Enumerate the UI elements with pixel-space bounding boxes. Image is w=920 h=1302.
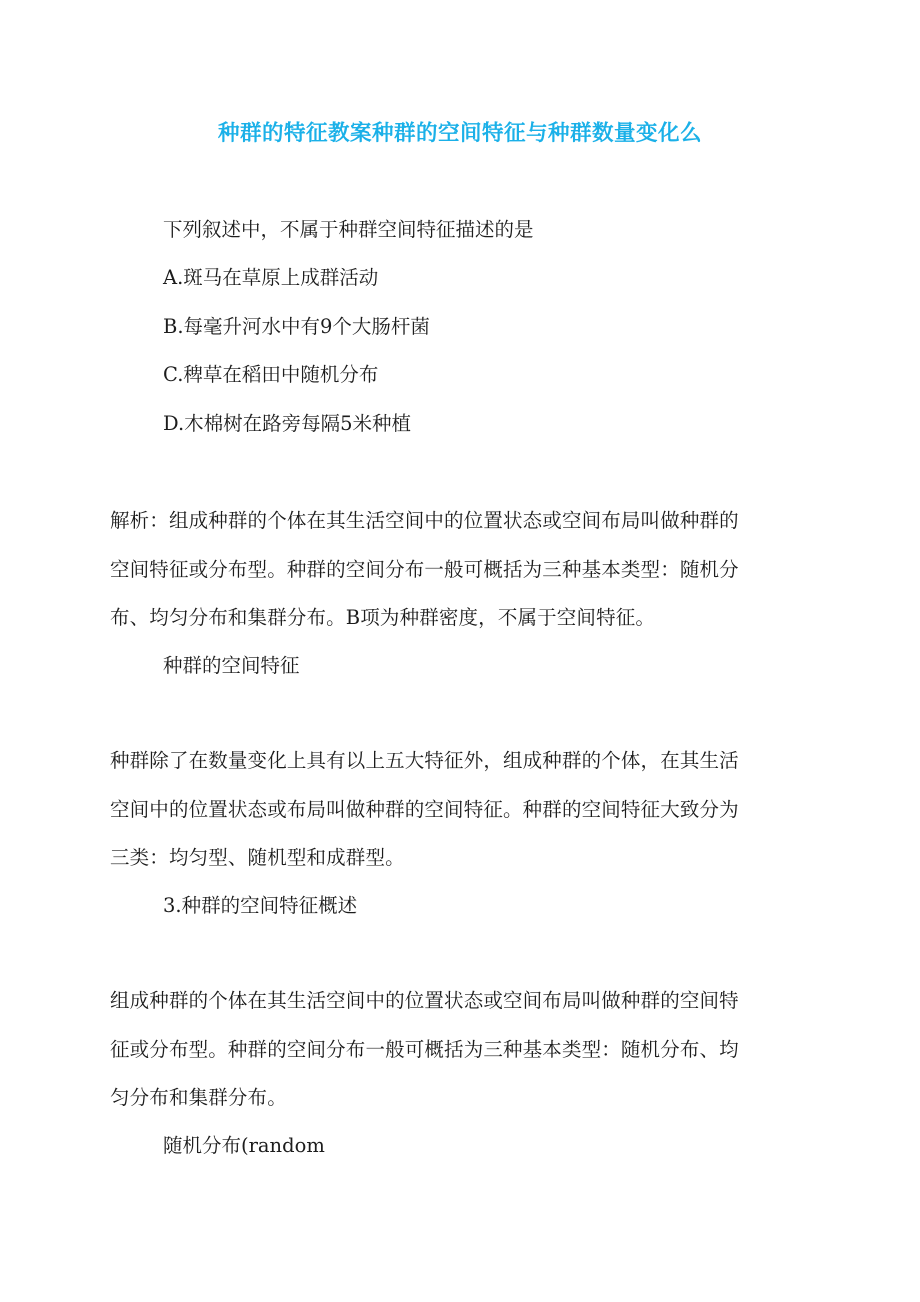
section-heading: 随机分布(random bbox=[163, 1134, 325, 1157]
paragraph-line: 征或分布型。种群的空间分布一般可概括为三种基本类型：随机分布、均 bbox=[110, 1038, 739, 1061]
analysis-line: 解析：组成种群的个体在其生活空间中的位置状态或空间布局叫做种群的 bbox=[110, 509, 739, 532]
section-heading: 3.种群的空间特征概述 bbox=[163, 894, 358, 917]
option-a: A.斑马在草原上成群活动 bbox=[163, 266, 379, 289]
question-stem: 下列叙述中，不属于种群空间特征描述的是 bbox=[163, 218, 534, 241]
section-heading: 种群的空间特征 bbox=[163, 654, 300, 677]
paragraph-line: 匀分布和集群分布。 bbox=[110, 1086, 287, 1109]
paragraph-line: 空间中的位置状态或布局叫做种群的空间特征。种群的空间特征大致分为 bbox=[110, 798, 739, 821]
analysis-line: 布、均匀分布和集群分布。B项为种群密度，不属于空间特征。 bbox=[110, 606, 656, 629]
document-title: 种群的特征教案种群的空间特征与种群数量变化么 bbox=[217, 121, 702, 146]
option-b: B.每毫升河水中有9个大肠杆菌 bbox=[163, 315, 430, 338]
option-d: D.木棉树在路旁每隔5米种植 bbox=[163, 412, 412, 435]
paragraph-line: 三类：均匀型、随机型和成群型。 bbox=[110, 846, 405, 869]
option-c: C.稗草在稻田中随机分布 bbox=[163, 363, 379, 386]
paragraph-line: 种群除了在数量变化上具有以上五大特征外，组成种群的个体，在其生活 bbox=[110, 749, 739, 772]
analysis-line: 空间特征或分布型。种群的空间分布一般可概括为三种基本类型：随机分 bbox=[110, 558, 739, 581]
paragraph-line: 组成种群的个体在其生活空间中的位置状态或空间布局叫做种群的空间特 bbox=[110, 989, 739, 1012]
